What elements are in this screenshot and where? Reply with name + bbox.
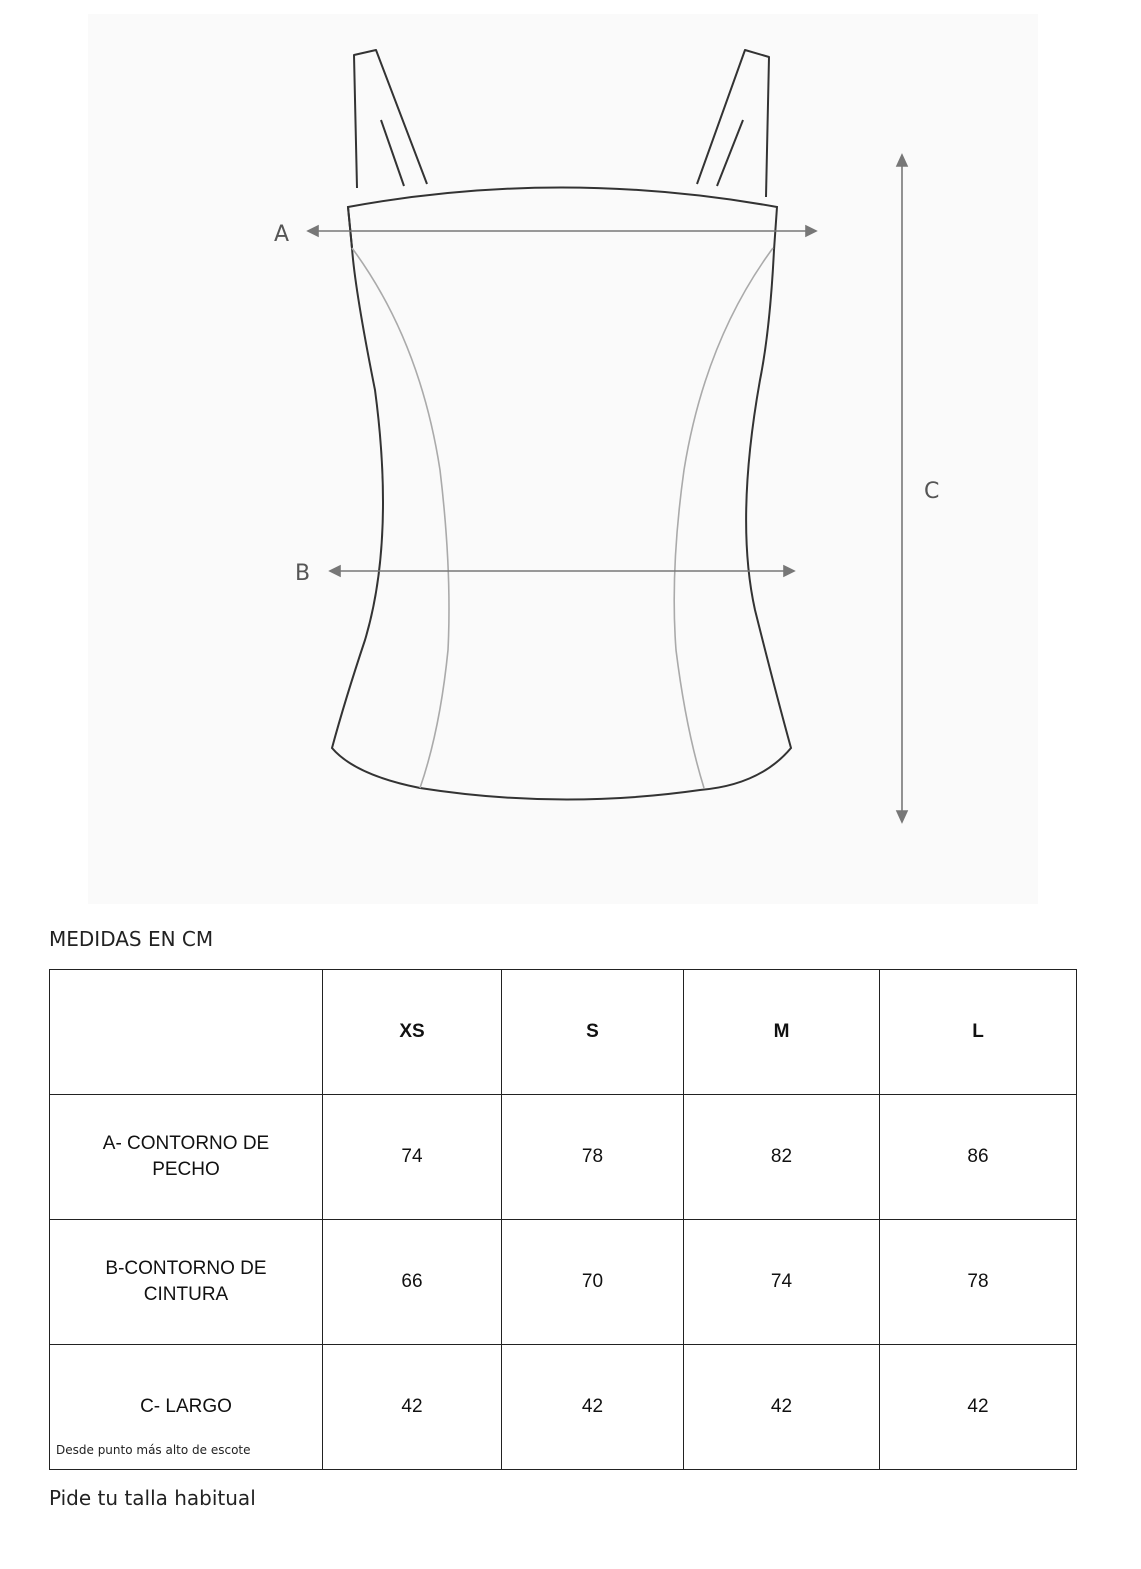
table-cell: 42: [880, 1345, 1077, 1470]
table-cell: 42: [502, 1345, 684, 1470]
header-size-m: M: [684, 970, 880, 1095]
row-label: C- LARGO: [140, 1396, 232, 1417]
row-label: B-CONTORNO DE CINTURA: [105, 1258, 267, 1305]
table-cell: 42: [684, 1345, 880, 1470]
measure-b-label: B: [295, 561, 311, 586]
table-cell: 82: [684, 1095, 880, 1220]
header-empty: [50, 970, 323, 1095]
top-measurement-sketch: [88, 14, 1038, 904]
table-cell: 74: [684, 1220, 880, 1345]
row-label-cell: [50, 1095, 323, 1220]
header-size-xs: XS: [323, 970, 502, 1095]
header-size-s: S: [502, 970, 684, 1095]
measure-a-label: A: [274, 222, 290, 247]
table-cell: 86: [880, 1095, 1077, 1220]
footer-note: Pide tu talla habitual: [49, 1486, 256, 1510]
table-cell: 42: [323, 1345, 502, 1470]
table-row: [50, 1345, 1077, 1470]
table-row: [50, 1095, 1077, 1220]
table-cell: 74: [323, 1095, 502, 1220]
table-header-row: [50, 970, 1077, 1095]
table-cell: 66: [323, 1220, 502, 1345]
row-label-cell: [50, 1220, 323, 1345]
table-cell: 78: [502, 1095, 684, 1220]
garment-diagram: [88, 14, 1038, 904]
size-table: [49, 969, 1077, 1470]
section-title: MEDIDAS EN CM: [49, 927, 214, 951]
row-label-cell: [50, 1345, 323, 1470]
table-cell: 70: [502, 1220, 684, 1345]
measure-c-label: C: [924, 479, 940, 504]
header-size-l: L: [880, 970, 1077, 1095]
row-note: Desde punto más alto de escote: [56, 1443, 251, 1457]
row-label: A- CONTORNO DE PECHO: [102, 1133, 270, 1180]
table-cell: 78: [880, 1220, 1077, 1345]
table-row: [50, 1220, 1077, 1345]
